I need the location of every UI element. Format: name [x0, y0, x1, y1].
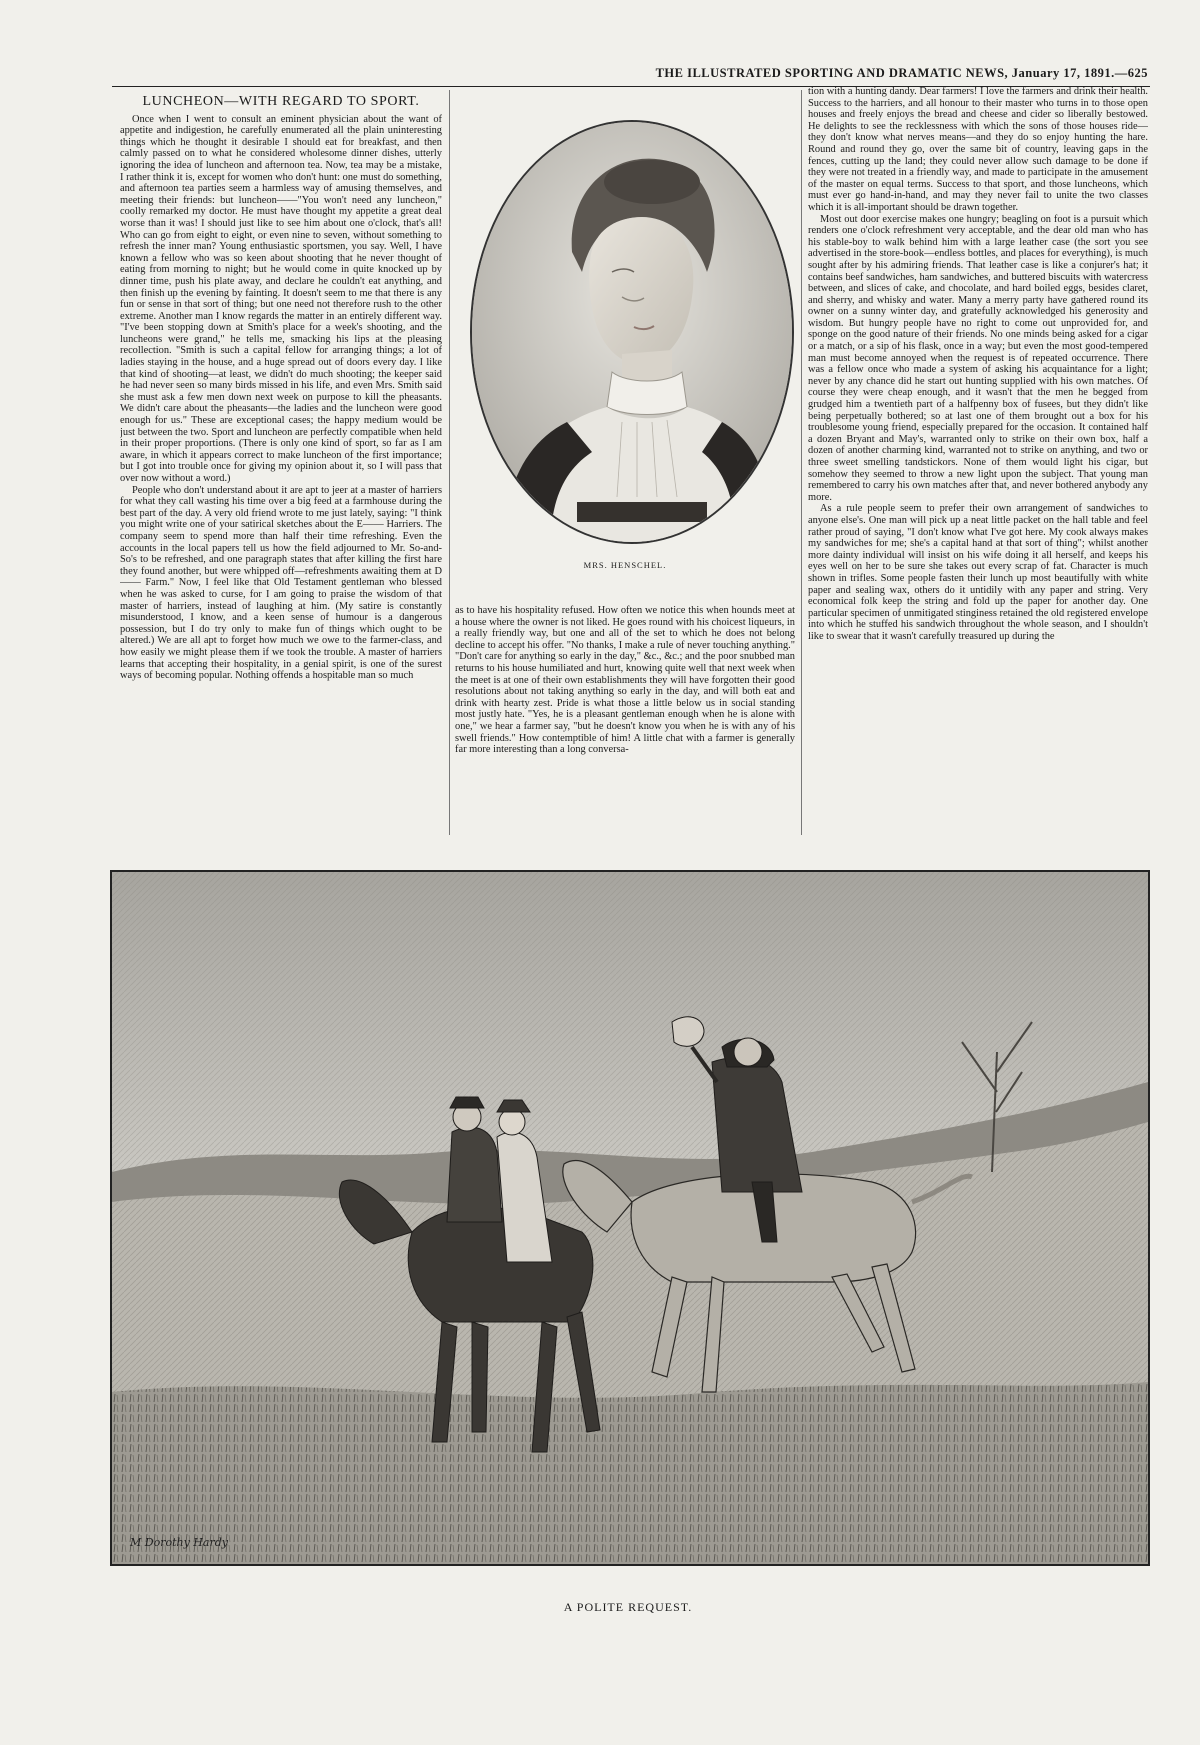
portrait-frame — [470, 120, 790, 540]
article-column-middle — [455, 605, 795, 835]
artist-signature: M Dorothy Hardy — [130, 1536, 228, 1549]
article-column-left — [120, 90, 442, 836]
illustration-caption: A POLITE REQUEST. — [563, 1600, 693, 1614]
illustration-frame — [110, 870, 1150, 1566]
article-paragraph: Most out door exercise makes one hungry; beagling on foot is a pursuit which renders one o'clock refreshment very acceptable, and the dear old man who has his stable-boy to walk behind him with a large leather case (the sort you see advertised in the store-book—endless bottles, and places for everything), is much sought after by his admiring friends. That leather case is like a conjurer's hat; it contains beef sandwiches, ham sandwiches, and buttered biscuits with watercress between, and slices of cake, and chocolate, and hard boiled eggs, besides claret, and sherry, and whisky and water. Many a merry party have gathered round its owner on a sunny winter day, and gratefully acknowledged his generosity and wisdom. But hungry people have no right to come out unprovided for, and sponge on the good nature of their friends. No one minds being asked for a cigar or a match, or a sip of his flask, once in a way; but even the most good-tempered man must become annoyed when the request is of repeated occurrence. There was a fellow once who made a system of asking his acquaintance for a light; never by any chance did he start out hunting supplied with his own matches. Of course they were cheap enough, and it wasn't that the men he begged from grudged him a twentieth part of a halfpenny box of fusees, but they didn't like being perpetually bothered; so at last one of them brought out a box for his troublesome young friend, especially prepared for the occasion. It contained half a dozen Bryant and May's, warranted only to strike on their own box, half a dozen of another charming kind, warranted not to strike on anything, and two or three sweet smelling tandstickors. None of them would light his cigar, but somehow they seemed to throw a new light upon the subject. That young man remembered to carry his own matches after that, and never bothered anybody any more. — [808, 213, 1148, 503]
article-paragraph: tion with a hunting dandy. Dear farmers! I love the farmers and drink their health. Success to the harriers, and all honour to their master who turns in to those open houses and freely enjoys the bread and cheese and cider so liberally bestowed. He delights to see the recklessness with which the sons of those houses ride—they don't know what nerves means—and they do so enjoy hunting the hare. Round and round they go, over the same bit of country, leaving gaps in the fences, cutting up the land; they could never allow such damage to be done if they were not treated in a friendly way, and made to participate in the amusement of the master on equal terms. Success to that sport, and those luncheons, which must ever go hand-in-hand, and may they never fail to unite the two classes which it is all-important should be drawn together. — [808, 86, 1148, 213]
portrait-engraving — [472, 122, 792, 542]
column-divider — [801, 90, 802, 835]
article-paragraph: as to have his hospitality refused. How often we notice this when hounds meet at a house where the owner is not liked. He goes round with his choicest liqueurs, in a really friendly way, but one and all of the set to which he does not belong decline to accept his offer. "No thanks, I make a rule of never touching anything." "Don't care for anything so early in the day," &c., &c.; and the poor snubbed man returns to his house humiliated and hurt, knowing quite well that next week when the meet is at one of their own establishments they will have forgotten their good resolutions about not taking anything so early in the day, and will both eat and drink with hearty zest. Pride is what those a little below us in social standing most justly hate. "Yes, he is a pleasant gentleman enough when he is alone with one," we hear a farmer say, "but he doesn't know you when he is with any of his swell friends." How contemptible of him! A little chat with a farmer is generally far more interesting than a long conversa- — [455, 605, 795, 756]
article-paragraph: As a rule people seem to prefer their own arrangement of sandwiches to anyone else's. One man will pick up a neat little packet on the hall table and feel rather proud of saying, "I don't know what I've got here. My cook always makes my sandwiches for me; she's a capital hand at that sort of thing"; whilst another more dainty individual will insist on his wife doing it all herself, and keeps his eyes well on her to be sure she takes out every scrap of fat. Character is much shown in trifles. Some people fasten their lunch up most beautifully with white paper and sealing wax, others do it untidily with any paper and string. Very economical folk keep the string and fold up the paper for another day. One particular specimen of unmitigated stinginess retained the old registered envelope into which he stuffed his sandwich throughout the whole season, and I shouldn't like to swear that it wasn't carefully treasured up during the — [808, 503, 1148, 642]
hunting-scene-engraving — [112, 872, 1148, 1564]
article-headline: LUNCHEON—WITH REGARD TO SPORT. — [142, 94, 420, 109]
article-column-right — [808, 86, 1148, 832]
portrait-image — [470, 120, 794, 544]
column-divider — [449, 90, 450, 835]
portrait-caption: MRS. HENSCHEL. — [583, 560, 667, 570]
article-paragraph: Once when I went to consult an eminent physician about the want of appetite and indigestion, he carefully enumerated all the plain uninteresting things which he thought it desirable I should eat for breakfast, and then calmly passed on to what he considered wholesome dinner dishes, utterly ignoring the idea of luncheon and afternoon tea. Now, tea may be a mistake, I rather think it is, except for women who don't hunt: one must do something, and afternoon tea parties seem a harmless way of amusing themselves, and meeting their friends: but luncheon——"You won't need any luncheon," coolly remarked my doctor. He must have thought my appetite a great deal worse than it was! I should just like to see him about one o'clock, that's all! Who can go from eight to eight, or even nine to seven, without something to refresh the inner man? Young enthusiastic sportsmen, you say. Well, I have known a fellow who was so keen about shooting that he never thought of eating from morning to night; but he would come in quite knocked up by dinner time, push his plate away, and declare he couldn't eat anything, and then finish up the evening by fainting. It doesn't seem to me that there is any fun or sense in that sort of thing; but one need not therefore rush to the other extreme. Another man I know regards the matter in an entirely different way. "I've been stopping down at Smith's place for a week's shooting, and the luncheons were grand," he tells me, smacking his lips at the pleasing recollection. "Smith is such a capital fellow for arranging things; a lot of ladies staying in the house, and a huge spread out of doors every day. I like that kind of shooting—at least, we didn't do much shooting; the keeper said he had never seen so many birds missed in his life, and even Mrs. Smith said she must ask a few men down next week on purpose to kill the pheasants. We didn't care about the pheasants—the ladies and the luncheon were good enough for us." These are exceptional cases; the happy medium would be just between the two. Sport and luncheon are perfectly compatible when held in their proper proportions. (There is only one kind of sport, so far as I am aware, in which it appears correct to make luncheon of the first importance; but I got into trouble once for giving my opinion about it, so I will pass that over now without a word.) — [120, 113, 442, 484]
article-paragraph: People who don't understand about it are apt to jeer at a master of harriers for what they call wasting his time over a big feed at a farmhouse during the best part of the day. A very old friend wrote to me just lately, saying: "I think you might write one of your satirical sketches about the E—— Harriers. The company seem to spend more than half their time refreshing. Even the accounts in the local papers tell us how the field adjourned to Mr. So-and-So's to be refreshed, and one paragraph states that after killing the first hare they found another, but were whipped off—refreshments awaiting them at D—— Farm." Now, I feel like that Old Testament gentleman who blessed when he was asked to curse, for I am going to praise the wisdom of that master of harriers, instead of laughing at him. (My satire is constantly misunderstood, I know, and a keen sense of humour is a dangerous possession, but I do try only to make fun of things which ought to be altered.) We are all apt to forget how much we owe to the farmer-class, and how easily we might please them if we took the trouble. A master of harriers learns that accepting their hospitality, in a genial spirit, is one of the surest ways of becoming popular. Nothing offends a hospitable man so much — [120, 484, 442, 682]
running-head: THE ILLUSTRATED SPORTING AND DRAMATIC NEWS, January 17, 1891.—625 — [655, 66, 1148, 80]
